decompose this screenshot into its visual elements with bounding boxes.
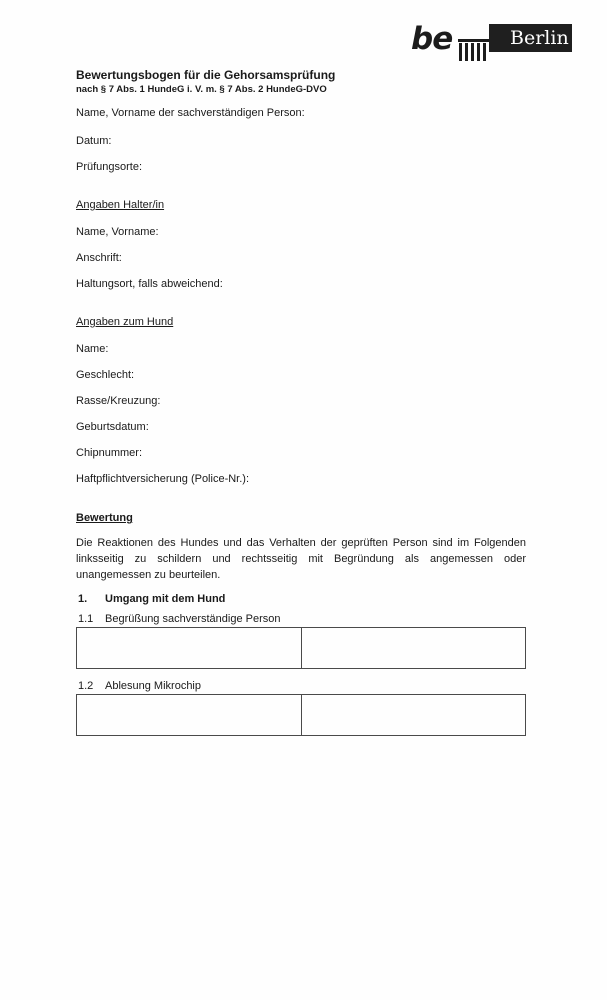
dog-birthdate-label: Geburtsdatum: [76, 421, 149, 433]
dog-breed-label: Rasse/Kreuzung: [76, 395, 161, 407]
section-title: Umgang mit dem Hund [105, 593, 226, 605]
item-number: 1.1 [78, 613, 94, 625]
description-cell[interactable] [77, 628, 301, 668]
dog-chip-label: Chipnummer: [76, 447, 143, 459]
logo-berlin-box: Berlin [489, 24, 572, 52]
assessment-cell[interactable] [301, 695, 526, 735]
section-number: 1. [78, 593, 88, 605]
assessment-cell[interactable] [301, 628, 526, 668]
dog-name-label: Name: [76, 343, 109, 355]
date-label: Datum: [76, 135, 112, 147]
dog-heading: Angaben zum Hund [76, 316, 174, 328]
rating-paragraph: Die Reaktionen des Hundes und das Verhalten der geprüften Person sind im Folgenden linksseitig zu schildern und rechtsseitig mit Begründung als angemessen oder unangemessen zu beurteilen. [76, 537, 526, 581]
form-title: Bewertungsbogen für die Gehorsamsprüfung [76, 68, 336, 82]
dog-sex-label: Geschlecht: [76, 369, 135, 381]
owner-heading: Angaben Halter/in [76, 199, 165, 211]
logo-be-text: be [411, 21, 453, 57]
expert-name-label: Name, Vorname der sachverständigen Person: [76, 107, 305, 119]
item-label: Ablesung Mikrochip [105, 680, 201, 692]
rating-table-greeting [76, 627, 526, 669]
form-subtitle: nach § 7 Abs. 1 HundeG i. V. m. § 7 Abs. 2 HundeG-DVO [76, 84, 327, 95]
rating-heading: Bewertung [76, 512, 133, 524]
owner-location-label: Haltungsort, falls abweichend: [76, 278, 223, 290]
rating-table-microchip [76, 694, 526, 736]
owner-address-label: Anschrift: [76, 252, 122, 264]
exam-places-label: Prüfungsorte: [76, 161, 143, 173]
description-cell[interactable] [77, 695, 301, 735]
item-number: 1.2 [78, 680, 94, 692]
owner-name-label: Name, Vorname: [76, 226, 159, 238]
item-label: Begrüßung sachverständige Person [105, 613, 281, 625]
dog-insurance-label: Haftpflichtversicherung (Police-Nr.): [76, 473, 250, 485]
be-berlin-logo [411, 21, 569, 62]
